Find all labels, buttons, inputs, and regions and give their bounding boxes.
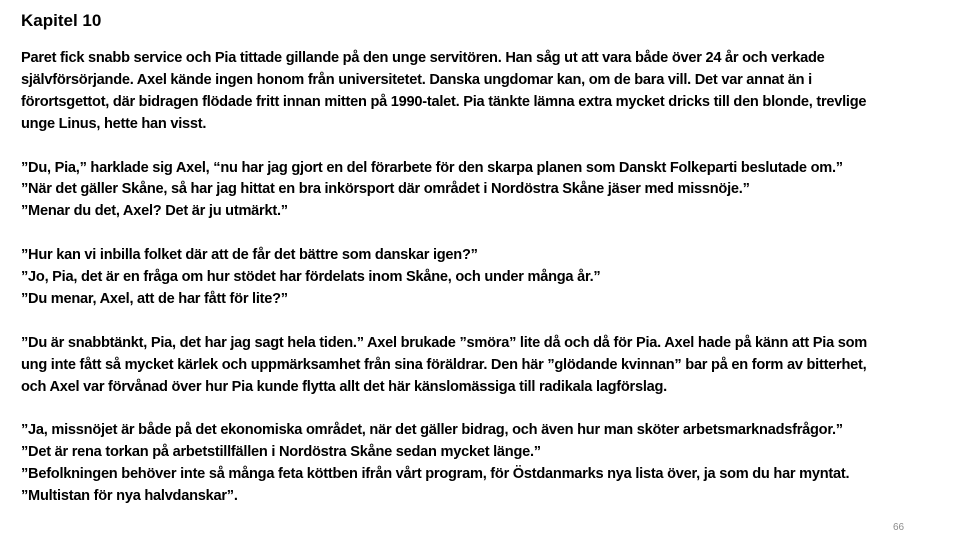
- text-line: ”Jo, Pia, det är en fråga om hur stödet har fördelats inom Skåne, och under många år.”: [21, 269, 601, 286]
- text-line: ”När det gäller Skåne, så har jag hittat en bra inkörsport där området i Nordöstra Skåne jäser med missnöje.”: [21, 181, 750, 198]
- page-number: 66: [893, 522, 905, 533]
- paragraph-gap: [21, 398, 966, 420]
- slide-content: [21, 10, 966, 508]
- text-line: ”Menar du det, Axel? Det är ju utmärkt.”: [21, 203, 288, 220]
- text-line: ”Det är rena torkan på arbetstillfällen i Nordöstra Skåne sedan mycket länge.”: [21, 444, 541, 461]
- text-line: ”Ja, missnöjet är både på det ekonomiska området, när det gäller bidrag, och även hur man sköter arbetsmarknadsfrågor.”: [21, 422, 843, 439]
- text-line: unge Linus, hette han visst.: [21, 115, 207, 132]
- paragraph-narration: [21, 333, 966, 399]
- text-line: förortsgettot, där bidragen flödade fritt innan mitten på 1990-talet. Pia tänkte lämna extra mycket dricks till den blonde, trevlige: [21, 93, 867, 110]
- text-line: ”Du, Pia,” harklade sig Axel, “nu har jag gjort en del förarbete för den skarpa planen som Danskt Folkeparti beslutade om.”: [21, 159, 843, 176]
- chapter-title: Kapitel 10: [21, 11, 102, 30]
- paragraph-gap: [21, 136, 966, 158]
- text-line: och Axel var förvånad över hur Pia kunde flytta allt det här känslomässiga till radikala lagförslag.: [21, 378, 667, 395]
- text-line: ”Multistan för nya halvdanskar”.: [21, 488, 238, 505]
- text-line: självförsörjande. Axel kände ingen honom från universitetet. Danska ungdomar kan, om de bara vill. Det var annat än i: [21, 71, 812, 88]
- text-line: ”Befolkningen behöver inte så många feta köttben ifrån vårt program, för Östdanmarks nya lista över, ja som du har myntat.: [21, 466, 850, 483]
- paragraph-gap: [21, 223, 966, 245]
- text-line: ”Du är snabbtänkt, Pia, det har jag sagt hela tiden.” Axel brukade ”smöra” lite då och då för Pia. Axel hade på känn att Pia som: [21, 334, 868, 351]
- paragraph-dialogue-3: [21, 420, 966, 508]
- paragraph-gap: [21, 311, 966, 333]
- paragraph-intro: [21, 48, 966, 136]
- text-line: ”Hur kan vi inbilla folket där att de får det bättre som danskar igen?”: [21, 247, 478, 264]
- text-line: ”Du menar, Axel, att de har fått för lite?”: [21, 290, 288, 307]
- paragraph-dialogue-1: [21, 158, 966, 224]
- text-line: Paret fick snabb service och Pia tittade gillande på den unge servitören. Han såg ut att vara både över 24 år och verkade: [21, 50, 825, 66]
- paragraph-dialogue-2: [21, 245, 966, 311]
- text-line: ung inte fått så mycket kärlek och uppmärksamhet från sina föräldrar. Den här ”glödande kvinnan” bar på en form av bitterhet,: [21, 356, 867, 373]
